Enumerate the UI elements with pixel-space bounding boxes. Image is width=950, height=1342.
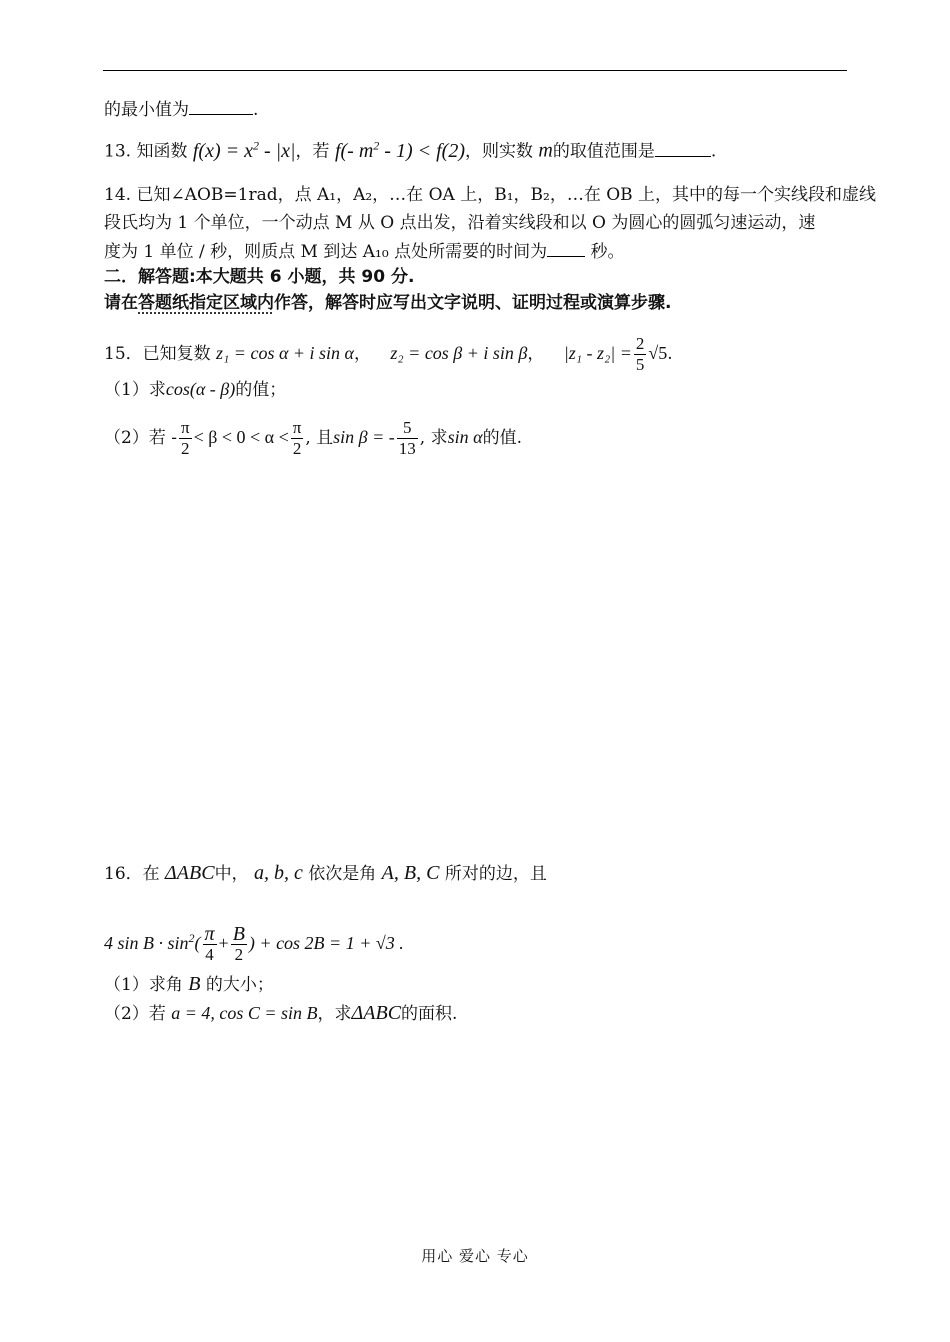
q13-text: 的取值范围是	[552, 141, 655, 162]
q15-part1	[104, 378, 286, 401]
q16-part2-text: ，求	[317, 1004, 352, 1024]
q15-part2-text: , 且	[305, 428, 334, 448]
q15-text: 15．已知复数	[104, 344, 211, 364]
q15-z1: z₁ = cos α + i sin α	[216, 343, 354, 363]
q13-function: $f(x) = x^2 - |x|$	[192, 138, 296, 162]
q15-part1-text: 的值；	[235, 380, 287, 400]
question-15: 15．已知复数 z₁ = cos α + i sin α， z₂ = cos β + i sin β， |z₁ - z₂| = $\frac{2}{5}$ √5.	[104, 334, 673, 374]
q13-var: m	[538, 139, 553, 162]
q15-condition: |z₁ - z₂| =	[563, 343, 632, 363]
q15-part2-text: 的值.	[482, 428, 522, 448]
q13-text: ，则实数	[464, 141, 533, 162]
q15-part2-text: （2）若 -	[104, 428, 177, 448]
q14-line2: 段氏均为 1 个单位，一个动点 M 从 O 点出发，沿着实线段和以 O 为圆心的圆弧匀速运动，速	[104, 213, 816, 233]
pi-over-2: $\frac{\pi}{2}$	[292, 418, 302, 458]
q16-part1	[104, 973, 274, 996]
page-footer: 用心 爱心 专心	[421, 1247, 529, 1265]
five-over-thirteen: $\frac{5}{13}$	[398, 418, 416, 458]
q16-text: 中，	[214, 864, 249, 884]
q15-part2	[104, 418, 522, 459]
q13-number: 13.	[104, 141, 132, 162]
q13-inequality: f(- $m^2 - 1) < f(2)$	[334, 138, 465, 162]
q15-part1-expr: cos(α - β)	[165, 379, 236, 399]
q16-part2	[104, 1002, 457, 1025]
q15-sina: sin α	[447, 427, 483, 447]
q13-text: ，若	[295, 141, 330, 162]
q16-part1-text: （1）求角	[104, 975, 183, 995]
b-over-2: $\frac{B}{2}$	[232, 923, 245, 964]
q15-part1-text: （1）求	[104, 380, 166, 400]
q15-sinb: sin β = -	[333, 427, 395, 447]
section-2-title: 二．解答题:本大题共 6 小题，共 90 分.	[104, 267, 415, 287]
q14-text: 度为 1 单位 / 秒，则质点 M 到达 A₁₀ 点处所需要的时间为	[104, 242, 548, 262]
q16-part2-text: 的面积.	[401, 1004, 458, 1024]
q12-end: .	[253, 100, 259, 120]
q16-eq-part: 4 $\sin B \cdot \sin^2$(	[104, 931, 201, 953]
answer-blank	[189, 98, 253, 115]
q16-text: 16．在	[104, 864, 160, 884]
header-rule	[103, 70, 847, 71]
q15-part2-text: , 求	[419, 428, 448, 448]
q14-line3	[104, 240, 625, 263]
q16-plus: +	[218, 933, 229, 953]
q13-end: .	[710, 141, 717, 162]
answer-blank	[547, 240, 585, 257]
q15-sqrt: √5	[648, 343, 668, 363]
q12-text: 的最小值为	[104, 100, 189, 120]
question-16	[104, 862, 547, 885]
q15-z2: z₂ = cos β + i sin β	[390, 343, 528, 363]
answer-blank	[655, 140, 711, 157]
pi-over-4: $\frac{\pi}{4}$	[204, 923, 215, 964]
q12-tail	[104, 98, 258, 121]
q16-triangle: ΔABC	[351, 1002, 402, 1024]
section-2-note	[104, 292, 671, 314]
q16-text: 依次是角	[308, 864, 377, 884]
question-13	[104, 134, 716, 163]
q16-triangle: ΔABC	[165, 862, 215, 884]
q16-equation	[104, 924, 404, 965]
q16-text: 所对的边，且	[444, 864, 547, 884]
q14-line1: 14. 已知∠AOB=1rad，点 A₁，A₂，…在 OA 上，B₁，B₂，…在 OB 上，其中的每一个实线段和虚线	[104, 185, 877, 205]
q14-text: 秒。	[585, 242, 625, 262]
note-text: 作答，解答时应写出文字说明、证明过程或演算步骤.	[274, 293, 672, 313]
q16-part2-cond: a = 4, cos C = sin B	[171, 1003, 318, 1023]
q16-eq-part: ) + cos 2B = 1 + √3 .	[248, 933, 404, 953]
q16-part1-var: B	[188, 973, 201, 995]
q16-angles: A, B, C	[381, 862, 440, 884]
q16-sides: a, b, c	[253, 862, 303, 884]
pi-over-2: $\frac{\pi}{2}$	[180, 418, 190, 458]
q13-text: 知函数	[136, 141, 188, 162]
q15-fraction: $\frac{2}{5}$	[635, 334, 645, 374]
q16-part1-text: 的大小；	[205, 975, 274, 995]
q15-part2-ineq: < β < 0 < α <	[193, 427, 289, 447]
q16-part2-text: （2）若	[104, 1004, 166, 1024]
note-emphasis: 答题纸指定区域内	[138, 293, 274, 313]
note-text: 请在	[104, 293, 138, 313]
